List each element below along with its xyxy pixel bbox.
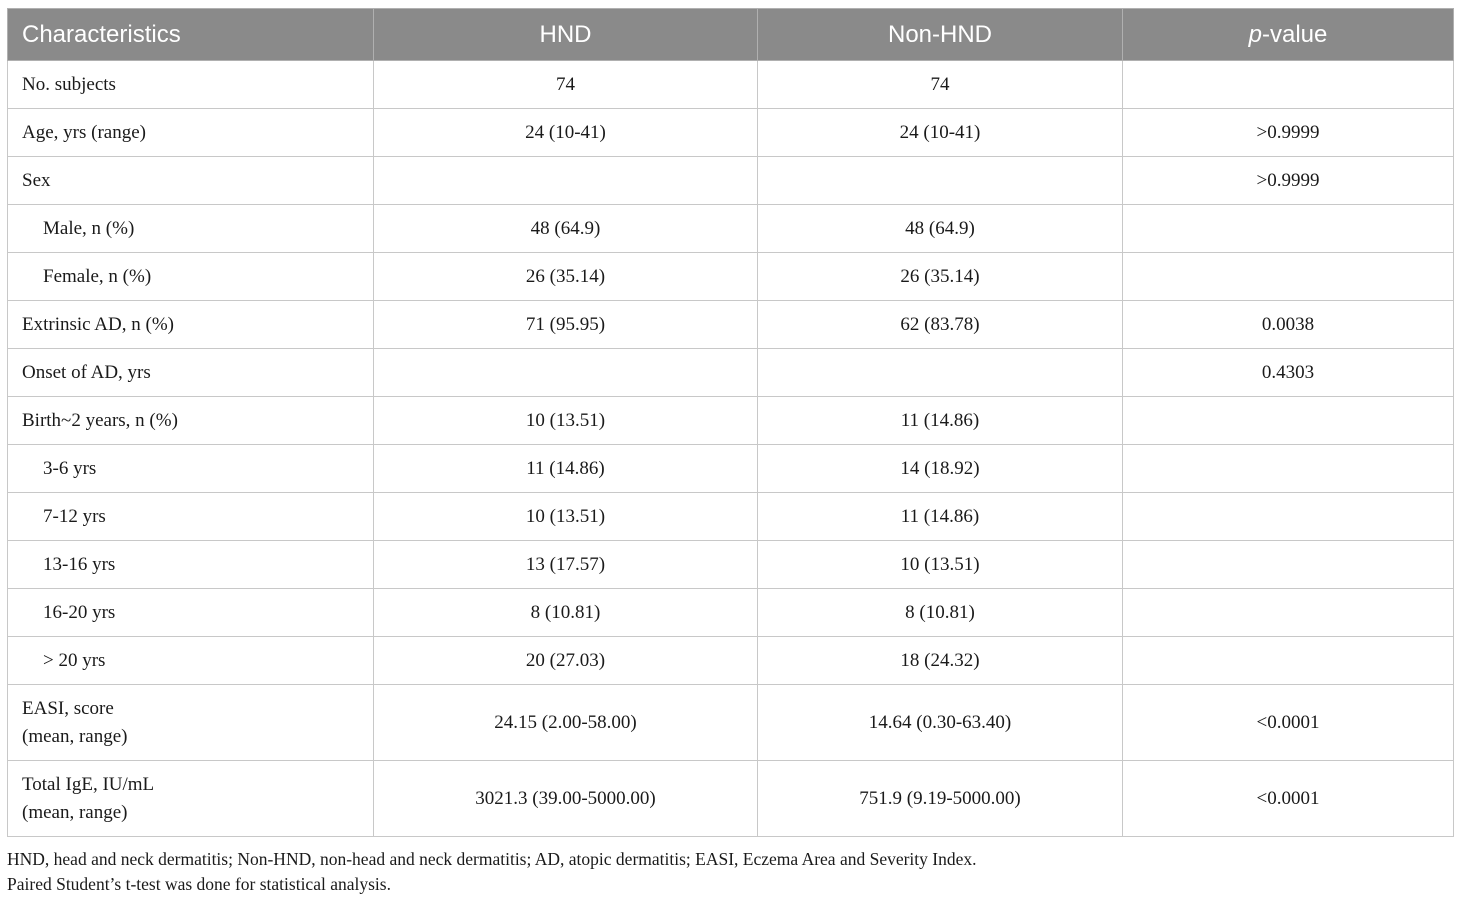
cell-hnd: 20 (27.03)	[374, 637, 758, 685]
cell-p-value: 0.0038	[1123, 301, 1454, 349]
table-row	[8, 349, 1454, 397]
row-label: > 20 yrs	[8, 637, 374, 685]
table-row	[8, 761, 1454, 837]
row-label: Birth~2 years, n (%)	[8, 397, 374, 445]
cell-hnd	[374, 349, 758, 397]
table-row	[8, 589, 1454, 637]
table-row	[8, 253, 1454, 301]
row-label: 3-6 yrs	[8, 445, 374, 493]
characteristics-table	[7, 8, 1454, 837]
cell-p-value	[1123, 637, 1454, 685]
cell-hnd: 26 (35.14)	[374, 253, 758, 301]
cell-hnd: 71 (95.95)	[374, 301, 758, 349]
footnote-statistics: Paired Student’s t-test was done for statistical analysis.	[7, 874, 391, 894]
cell-non-hnd: 751.9 (9.19-5000.00)	[758, 761, 1123, 837]
cell-hnd: 13 (17.57)	[374, 541, 758, 589]
cell-hnd: 24 (10-41)	[374, 109, 758, 157]
cell-non-hnd: 24 (10-41)	[758, 109, 1123, 157]
cell-p-value	[1123, 205, 1454, 253]
row-label-line2: (mean, range)	[22, 725, 128, 747]
cell-p-value	[1123, 589, 1454, 637]
cell-non-hnd: 8 (10.81)	[758, 589, 1123, 637]
cell-hnd: 11 (14.86)	[374, 445, 758, 493]
cell-p-value: >0.9999	[1123, 157, 1454, 205]
cell-non-hnd: 14 (18.92)	[758, 445, 1123, 493]
cell-hnd: 8 (10.81)	[374, 589, 758, 637]
table-row	[8, 685, 1454, 761]
cell-hnd: 24.15 (2.00-58.00)	[374, 685, 758, 761]
table-row	[8, 397, 1454, 445]
header-p-rest: -value	[1261, 20, 1328, 48]
row-label: Sex	[8, 157, 374, 205]
row-label: 13-16 yrs	[8, 541, 374, 589]
row-label: 16-20 yrs	[8, 589, 374, 637]
cell-p-value	[1123, 61, 1454, 109]
table-row	[8, 301, 1454, 349]
cell-p-value	[1123, 253, 1454, 301]
header-characteristics: Characteristics	[8, 9, 374, 61]
cell-non-hnd	[758, 157, 1123, 205]
row-label: No. subjects	[8, 61, 374, 109]
cell-p-value: <0.0001	[1123, 761, 1454, 837]
table-row	[8, 205, 1454, 253]
cell-non-hnd: 10 (13.51)	[758, 541, 1123, 589]
row-label-line2: (mean, range)	[22, 801, 128, 823]
table-row	[8, 157, 1454, 205]
table-row	[8, 541, 1454, 589]
cell-non-hnd: 11 (14.86)	[758, 493, 1123, 541]
footnote-abbreviations: HND, head and neck dermatitis; Non-HND, non-head and neck dermatitis; AD, atopic dermatitis; EASI, Eczema Area and Severity Index.	[7, 849, 977, 869]
row-label: Onset of AD, yrs	[8, 349, 374, 397]
cell-p-value	[1123, 397, 1454, 445]
table-row	[8, 445, 1454, 493]
row-label-line1: Total IgE, IU/mL	[22, 773, 155, 795]
header-p-italic: p	[1248, 20, 1262, 48]
header-row	[8, 9, 1454, 61]
table-row	[8, 109, 1454, 157]
header-hnd: HND	[374, 9, 758, 61]
table-body	[8, 61, 1454, 837]
row-label	[8, 761, 374, 837]
table-row	[8, 61, 1454, 109]
cell-hnd: 3021.3 (39.00-5000.00)	[374, 761, 758, 837]
row-label: Age, yrs (range)	[8, 109, 374, 157]
table-row	[8, 493, 1454, 541]
cell-non-hnd: 26 (35.14)	[758, 253, 1123, 301]
table-footnotes	[7, 847, 977, 897]
cell-p-value	[1123, 493, 1454, 541]
cell-non-hnd: 18 (24.32)	[758, 637, 1123, 685]
row-label: 7-12 yrs	[8, 493, 374, 541]
cell-non-hnd: 48 (64.9)	[758, 205, 1123, 253]
characteristics-table-container	[7, 8, 1453, 837]
header-non-hnd: Non-HND	[758, 9, 1123, 61]
cell-hnd: 74	[374, 61, 758, 109]
cell-non-hnd: 62 (83.78)	[758, 301, 1123, 349]
cell-hnd: 10 (13.51)	[374, 397, 758, 445]
cell-p-value	[1123, 541, 1454, 589]
cell-p-value: >0.9999	[1123, 109, 1454, 157]
cell-hnd: 10 (13.51)	[374, 493, 758, 541]
cell-p-value: 0.4303	[1123, 349, 1454, 397]
cell-p-value: <0.0001	[1123, 685, 1454, 761]
row-label: Female, n (%)	[8, 253, 374, 301]
cell-non-hnd: 11 (14.86)	[758, 397, 1123, 445]
cell-non-hnd: 14.64 (0.30-63.40)	[758, 685, 1123, 761]
cell-hnd: 48 (64.9)	[374, 205, 758, 253]
table-row	[8, 637, 1454, 685]
header-p-value	[1123, 9, 1454, 61]
table-header	[8, 9, 1454, 61]
row-label: Extrinsic AD, n (%)	[8, 301, 374, 349]
cell-non-hnd: 74	[758, 61, 1123, 109]
cell-non-hnd	[758, 349, 1123, 397]
row-label-line1: EASI, score	[22, 697, 114, 719]
row-label: Male, n (%)	[8, 205, 374, 253]
cell-p-value	[1123, 445, 1454, 493]
row-label	[8, 685, 374, 761]
cell-hnd	[374, 157, 758, 205]
